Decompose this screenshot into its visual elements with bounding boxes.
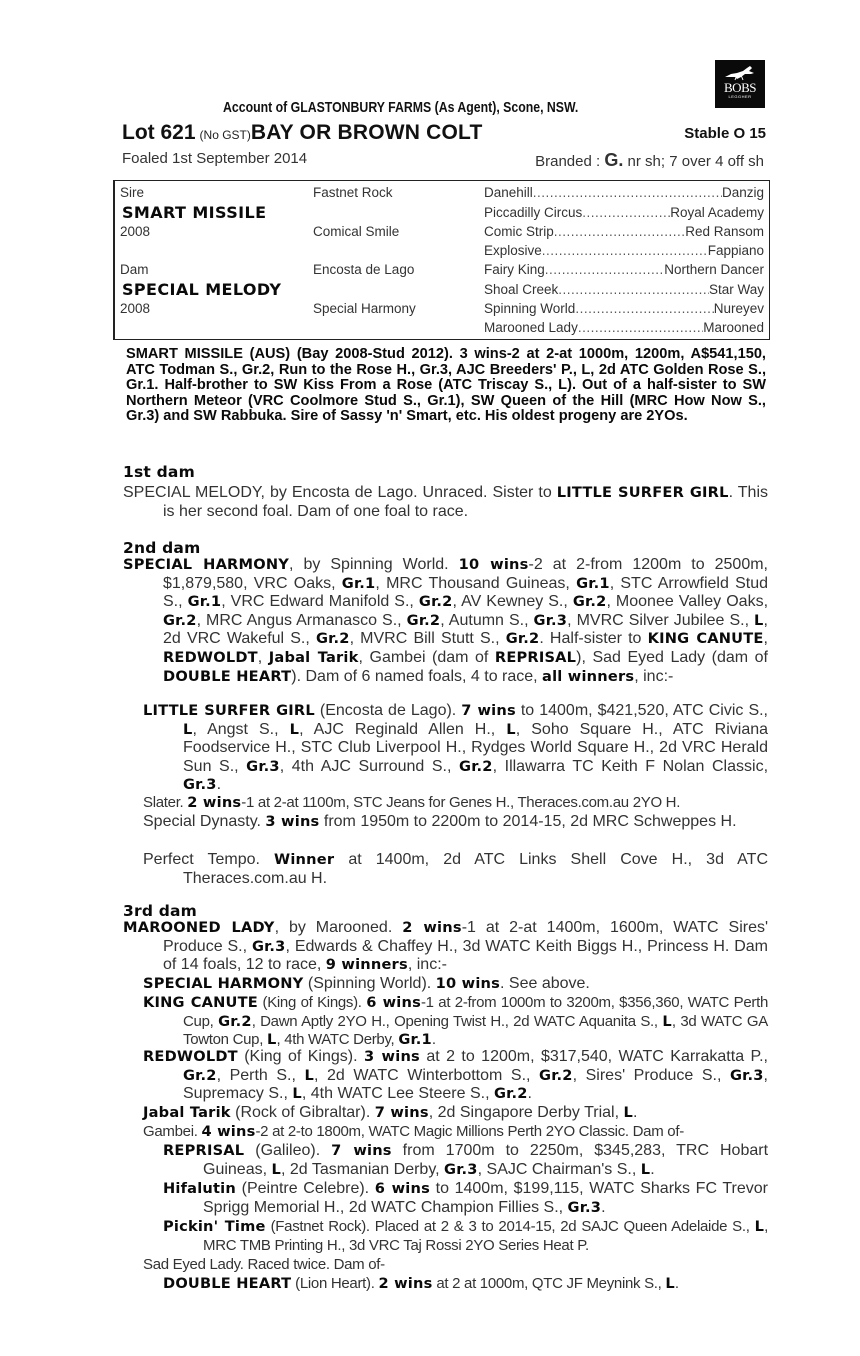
dot-leader <box>545 262 664 277</box>
foaling-line <box>122 150 764 170</box>
grandsire-paternal: Fastnet Rock <box>313 185 393 200</box>
progeny-sad-eyed-lady: Sad Eyed Lady. Raced twice. Dam of- <box>143 1256 385 1273</box>
progeny-perfect-tempo: Perfect Tempo. Winner at 1400m, 2d ATC Links Shell Cove H., 3d ATC Theraces.com.au H. <box>143 851 768 887</box>
sire-name: SMART MISSILE <box>122 203 267 222</box>
gg-left: Spinning World <box>484 301 576 316</box>
dam-year: 2008 <box>120 301 151 316</box>
sire-year: 2008 <box>120 224 151 239</box>
dam-label: Dam <box>120 262 149 277</box>
gg-left: Explosive <box>484 243 542 258</box>
second-dam-heading: 2nd dam <box>123 539 201 557</box>
progeny-hifalutin: Hifalutin (Peintre Celebre). 6 wins to 1400m, $199,115, WATC Sharks FC Trevor Sprigg Memorial H., 2d WATC Champion Fillies S., Gr.3. <box>163 1180 768 1216</box>
bobs-logo <box>715 60 765 108</box>
second-dam-paragraph: SPECIAL HARMONY, by Spinning World. 10 wins-2 at 2-from 1200m to 2500m, $1,879,580, VRC Oaks, Gr.1, MRC Thousand Guineas, Gr.1, STC Arrowfield Stud S., Gr.1, VRC Edward Manifold S., Gr.2, AV Kewney S., Gr.2, Moonee Valley Oaks, Gr.2, MRC Angus Armanasco S., Gr.2, Autumn S., Gr.3, MVRC Silver Jubilee S., L, 2d VRC Wakeful S., Gr.2, MVRC Bill Stutt S., Gr.2. Half-sister to KING CANUTE, REDWOLDT, Jabal Tarik, Gambei (dam of REPRISAL), Sad Eyed Lady (dam of DOUBLE HEART). Dam of 6 named foals, 4 to race, all winners, inc:- <box>123 556 769 685</box>
sire-label: Sire <box>120 185 145 200</box>
gg-left: Shoal Creek <box>484 282 559 297</box>
progeny-jabal-tarik: Jabal Tarik (Rock of Gibraltar). 7 wins, 2d Singapore Derby Trial, L. <box>143 1104 638 1121</box>
stable-number: Stable O 15 <box>684 125 766 142</box>
progeny-special-dynasty: Special Dynasty. 3 wins from 1950m to 2200m to 2014-15, 2d MRC Schweppes H. <box>143 813 737 830</box>
lot-number: Lot 621 <box>122 121 196 144</box>
gg-right: Danzig <box>721 185 764 200</box>
gg-right: Marooned <box>703 320 764 335</box>
dot-leader <box>554 224 685 239</box>
first-dam-paragraph: SPECIAL MELODY, by Encosta de Lago. Unraced. Sister to LITTLE SURFER GIRL. This is her second foal. Dam of one foal to race. <box>123 484 769 520</box>
racehorse-icon <box>723 65 757 81</box>
grandsire-maternal: Encosta de Lago <box>313 262 415 277</box>
granddam-maternal: Special Harmony <box>313 301 416 316</box>
gg-right: Fappiano <box>707 243 764 258</box>
foaled-date: Foaled 1st September 2014 <box>122 150 308 167</box>
gg-right: Northern Dancer <box>664 262 764 277</box>
brand-description: nr sh; 7 over 4 off sh <box>627 153 764 170</box>
dot-leader <box>575 301 713 316</box>
progeny-special-harmony: SPECIAL HARMONY (Spinning World). 10 wins. See above. <box>143 975 590 992</box>
great-grandparent-row <box>484 320 764 335</box>
gst-note: (No GST) <box>199 128 251 142</box>
horse-description: BAY OR BROWN COLT <box>250 121 483 144</box>
dot-leader <box>542 243 708 258</box>
great-grandparent-row <box>484 224 764 239</box>
great-grandparent-row <box>484 262 764 277</box>
granddam-paternal: Comical Smile <box>313 224 400 239</box>
gg-left: Fairy King <box>484 262 545 277</box>
branded-label: Branded : <box>535 153 601 170</box>
progeny-double-heart: DOUBLE HEART (Lion Heart). 2 wins at 2 at 1000m, QTC JF Meynink S., L. <box>163 1275 679 1292</box>
progeny-gambei: Gambei. 4 wins-2 at 2-to 1800m, WATC Magic Millions Perth 2YO Classic. Dam of- <box>143 1123 684 1140</box>
progeny-king-canute: KING CANUTE (King of Kings). 6 wins-1 at 2-from 1000m to 3200m, $356,360, WATC Perth Cup, Gr.2, Dawn Aptly 2YO H., Opening Twist H., 2d WATC Aquanita S., L, 3d WATC GA Towton Cup, L, 4th WATC Derby, Gr.1. <box>143 994 769 1049</box>
gg-left: Marooned Lady <box>484 320 578 335</box>
first-dam-heading: 1st dam <box>123 463 195 481</box>
progeny-little-surfer-girl: LITTLE SURFER GIRL (Encosta de Lago). 7 wins to 1400m, $421,520, ATC Civic S., L, Angst S., L, AJC Reginald Allen H., L, Soho Square H., ATC Riviana Foodservice H., STC Club Liverpool H., Rydges World Square H., 2d VRC Herald Sun S., Gr.3, 4th AJC Surround S., Gr.2, Illawarra TC Keith F Nolan Classic, Gr.3. <box>143 702 769 794</box>
dot-leader <box>533 185 722 200</box>
gg-right: Red Ransom <box>685 224 764 239</box>
third-dam-paragraph: MAROONED LADY, by Marooned. 2 wins-1 at 2-at 1400m, 1600m, WATC Sires' Produce S., Gr.3, Edwards & Chaffey H., 3d WATC Keith Biggs H., Princess H. Dam of 14 foals, 12 to race, 9 winners, inc:- <box>123 919 769 974</box>
great-grandparent-row <box>484 243 764 258</box>
dot-leader <box>578 320 703 335</box>
vendor-account: Account of GLASTONBURY FARMS (As Agent), Scone, NSW. <box>223 99 579 116</box>
dot-leader <box>582 205 670 220</box>
great-grandparent-row <box>484 282 764 297</box>
gg-left: Danehill <box>484 185 533 200</box>
progeny-redwoldt: REDWOLDT (King of Kings). 3 wins at 2 to 1200m, $317,540, WATC Karrakatta P., Gr.2, Perth S., L, 2d WATC Winterbottom S., Gr.2, Sires' Produce S., Gr.3, Supremacy S., L, 4th WATC Lee Steere S., Gr.2. <box>143 1048 768 1103</box>
brand-mark-icon: G. <box>604 150 624 170</box>
progeny-slater: Slater. 2 wins-1 at 2-at 1100m, STC Jeans for Genes H., Theraces.com.au 2YO H. <box>143 794 681 811</box>
gg-left: Piccadilly Circus <box>484 205 583 220</box>
great-grandparent-row <box>484 205 764 220</box>
third-dam-heading: 3rd dam <box>123 902 198 920</box>
gg-right: Nureyev <box>713 301 764 316</box>
progeny-pickin-time: Pickin' Time (Fastnet Rock). Placed at 2 & 3 to 2014-15, 2d SAJC Queen Adelaide S., L, MRC TMB Printing H., 3d VRC Taj Rossi 2YO Series Heat P. <box>163 1218 768 1254</box>
progeny-reprisal: REPRISAL (Galileo). 7 wins from 1700m to 2250m, $345,283, TRC Hobart Guineas, L, 2d Tasmanian Derby, Gr.3, SAJC Chairman's S., L. <box>163 1142 769 1178</box>
great-grandparent-row <box>484 185 764 200</box>
gg-right: Royal Academy <box>670 205 764 220</box>
logo-word: BOBS <box>724 80 756 95</box>
lot-header <box>122 121 770 147</box>
dam-name: SPECIAL MELODY <box>122 280 282 299</box>
sire-summary <box>126 347 766 425</box>
gg-right: Star Way <box>708 282 764 297</box>
sire-summary-text: SMART MISSILE (AUS) (Bay 2008-Stud 2012). 3 wins-2 at 2-at 1000m, 1200m, A$541,150, ATC Todman S., Gr.2, Run to the Rose H., Gr.3, AJC Breeders' P., L, 2d ATC Golden Rose S., Gr.1. Half-brother to SW Kiss From a Rose (ATC Triscay S., L). Out of a half-sister to SW Northern Meteor (VRC Coolmore Stud S., Gr.1), SW Queen of the Hill (MRC How Now S., Gr.3) and SW Rabbuka. Sire of Sassy 'n' Smart, etc. His oldest progeny are 2YOs. <box>126 346 766 425</box>
logo-subtext: LEGGHER <box>728 94 752 99</box>
great-grandparent-row <box>484 301 764 316</box>
brand-info <box>535 150 764 171</box>
dot-leader <box>558 282 709 297</box>
pedigree-table <box>113 180 770 340</box>
gg-left: Comic Strip <box>484 224 554 239</box>
